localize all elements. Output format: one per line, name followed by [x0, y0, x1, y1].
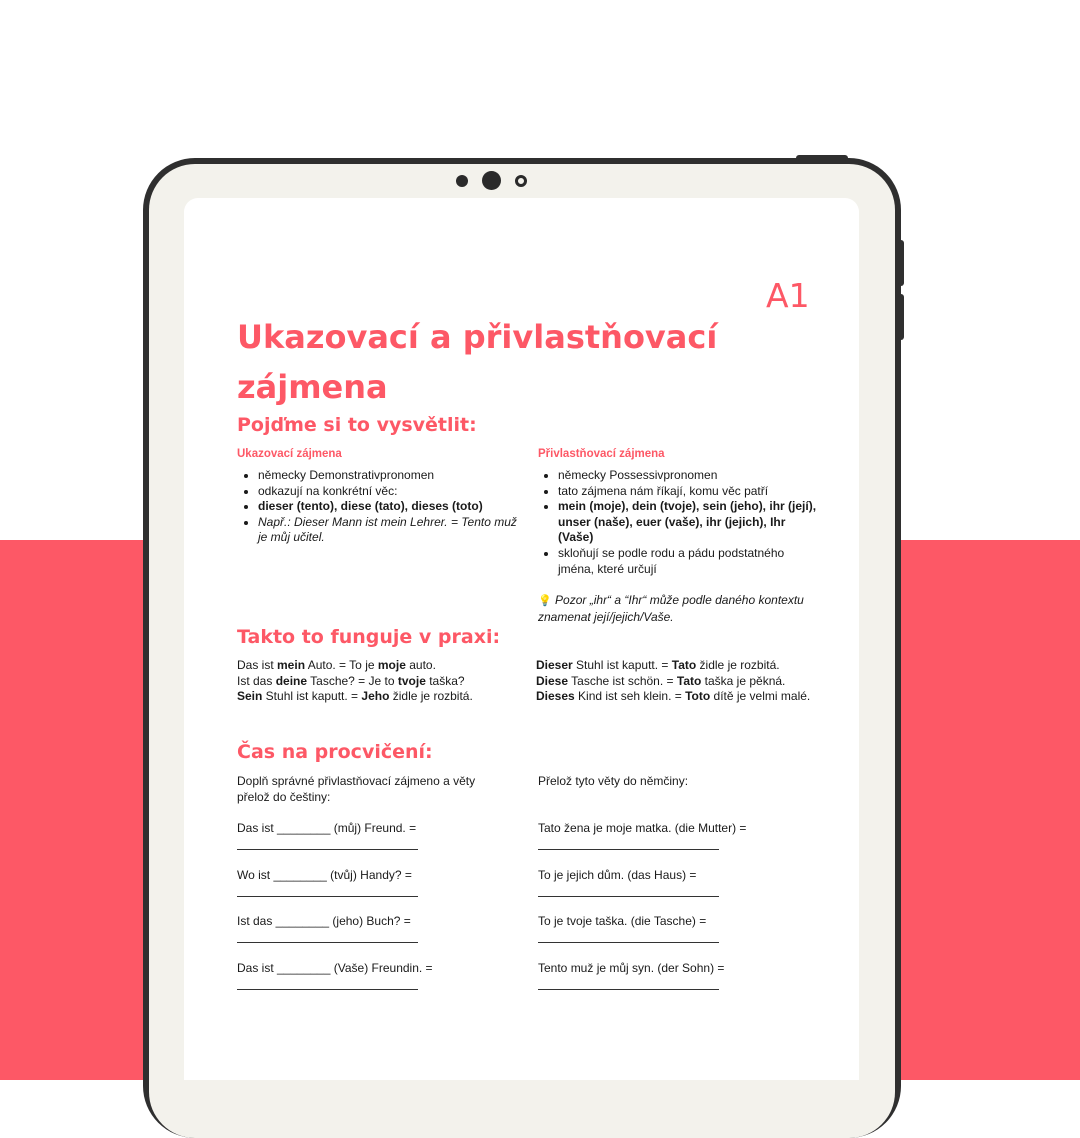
- example-line: Ist das deine Tasche? = Je to tvoje taška?: [237, 673, 465, 688]
- answer-line[interactable]: [237, 942, 418, 943]
- answer-line[interactable]: [237, 896, 418, 897]
- camera-flash: [515, 175, 527, 187]
- exercise-right-item: To je jejich dům. (das Haus) =: [538, 868, 697, 882]
- list-item: • odkazují na konkrétní věc:: [258, 484, 518, 500]
- list-item: • německy Possessivpronomen: [558, 468, 823, 484]
- example-line: Das ist mein Auto. = To je moje auto.: [237, 658, 436, 672]
- exercise-heading: Čas na procvičení:: [237, 741, 433, 763]
- sensor-dot: [456, 175, 468, 187]
- list-item: • skloňují se podle rodu a pádu podstatného jména, které určují: [558, 546, 823, 577]
- practice-right-examples: [536, 658, 810, 705]
- exercise-left-item: Ist das ________ (jeho) Buch? =: [237, 914, 411, 928]
- demonstrative-heading: Ukazovací zájmena: [237, 448, 342, 460]
- answer-line[interactable]: [237, 989, 418, 990]
- front-camera: [482, 171, 501, 190]
- lightbulb-icon: 💡: [538, 595, 552, 607]
- exercise-right-item: Tato žena je moje matka. (die Mutter) =: [538, 821, 747, 835]
- possessive-list: [538, 468, 823, 577]
- answer-line[interactable]: [538, 989, 719, 990]
- list-item: • dieser (tento), diese (tato), dieses (toto): [258, 499, 518, 515]
- demonstrative-list: [238, 468, 518, 546]
- tablet-power-button: [796, 155, 848, 161]
- answer-line[interactable]: [538, 942, 719, 943]
- practice-left-examples: [237, 658, 473, 705]
- tablet-volume-up-button: [898, 240, 904, 286]
- exercise-right-item: To je tvoje taška. (die Tasche) =: [538, 914, 707, 928]
- exercise-left-item: Das ist ________ (můj) Freund. =: [237, 821, 417, 835]
- answer-line[interactable]: [538, 849, 719, 850]
- list-item: • mein (moje), dein (tvoje), sein (jeho), ihr (její), unser (naše), euer (vaše), ihr (jejich), Ihr (Vaše): [558, 499, 823, 546]
- possessive-note: [538, 593, 808, 625]
- explain-heading: Pojďme si to vysvětlit:: [237, 414, 477, 436]
- example-line: Sein Stuhl ist kaputt. = Jeho židle je rozbitá.: [237, 689, 473, 704]
- exercise-left-instruction: Doplň správné přivlastňovací zájmeno a věty přelož do češtiny:: [237, 774, 476, 804]
- exercise-left-item: Das ist ________ (Vaše) Freundin. =: [237, 961, 433, 975]
- exercise-left-item: Wo ist ________ (tvůj) Handy? =: [237, 868, 412, 882]
- note-text: Pozor „ihr“ a “Ihr“ může podle daného kontextu znamenat její/jejich/Vaše.: [538, 593, 804, 624]
- example-line: Dieses Kind ist seh klein. = Toto dítě je velmi malé.: [536, 689, 811, 704]
- exercise-right-instruction: Přelož tyto věty do němčiny:: [538, 774, 689, 788]
- page-title: Ukazovací a přivlastňovací zájmena: [237, 318, 718, 406]
- answer-line[interactable]: [237, 849, 418, 850]
- list-item: • německy Demonstrativpronomen: [258, 468, 518, 484]
- tablet-volume-down-button: [898, 294, 904, 340]
- answer-line[interactable]: [538, 896, 719, 897]
- example-line: Dieser Stuhl ist kaputt. = Tato židle je rozbitá.: [536, 658, 780, 672]
- list-item: • tato zájmena nám říkají, komu věc patří: [558, 484, 823, 500]
- possessive-heading: Přivlastňovací zájmena: [538, 448, 665, 460]
- list-item: • Např.: Dieser Mann ist mein Lehrer. = Tento muž je můj učitel.: [258, 515, 518, 546]
- exercise-right-item: Tento muž je můj syn. (der Sohn) =: [538, 961, 725, 975]
- level-badge: A1: [766, 276, 810, 315]
- practice-heading: Takto to funguje v praxi:: [237, 626, 501, 648]
- example-line: Diese Tasche ist schön. = Tato taška je pěkná.: [536, 673, 786, 688]
